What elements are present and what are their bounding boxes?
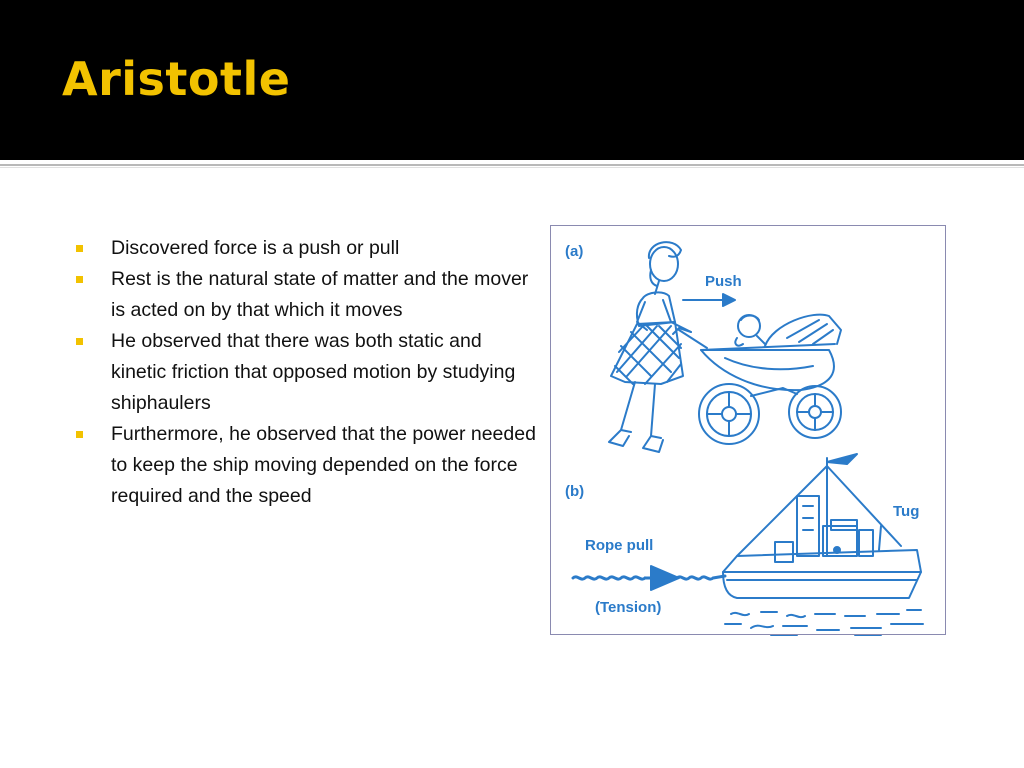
bullet-list	[76, 233, 538, 512]
force-illustration-figure	[550, 225, 946, 635]
push-arrow-head	[723, 294, 735, 306]
bullet-item	[76, 233, 538, 264]
divider	[0, 160, 1024, 163]
bullet-text: Furthermore, he observed that the power needed to keep the ship moving depended on the force required and the speed	[111, 423, 536, 507]
bullet-marker-icon	[76, 431, 83, 438]
rope-pull-label: Rope pull	[585, 537, 654, 554]
bullet-text: Discovered force is a push or pull	[111, 237, 400, 259]
divider-shadow	[0, 167, 1024, 168]
rope-pull-arrow-head	[651, 566, 679, 590]
title-bar	[0, 0, 1024, 160]
bullet-item	[76, 326, 538, 419]
bullet-text: He observed that there was both static and kinetic friction that opposed motion by studying shiphaulers	[111, 330, 516, 414]
bullet-item	[76, 264, 538, 326]
figure-label-a: (a)	[565, 243, 584, 260]
bullet-marker-icon	[76, 276, 83, 283]
pram-drawing	[673, 315, 841, 444]
bullet-marker-icon	[76, 245, 83, 252]
woman-pushing-pram-drawing	[609, 242, 691, 452]
tug-label: Tug	[893, 503, 920, 520]
tension-label: (Tension)	[595, 599, 662, 616]
bullet-marker-icon	[76, 338, 83, 345]
slide-title: Aristotle	[62, 52, 291, 106]
bullet-text: Rest is the natural state of matter and the mover is acted on by that which it moves	[111, 268, 529, 321]
bullet-item	[76, 419, 538, 512]
figure-label-b: (b)	[565, 483, 585, 500]
push-label: Push	[705, 273, 742, 290]
divider-line	[0, 164, 1024, 166]
force-illustration	[551, 226, 947, 636]
